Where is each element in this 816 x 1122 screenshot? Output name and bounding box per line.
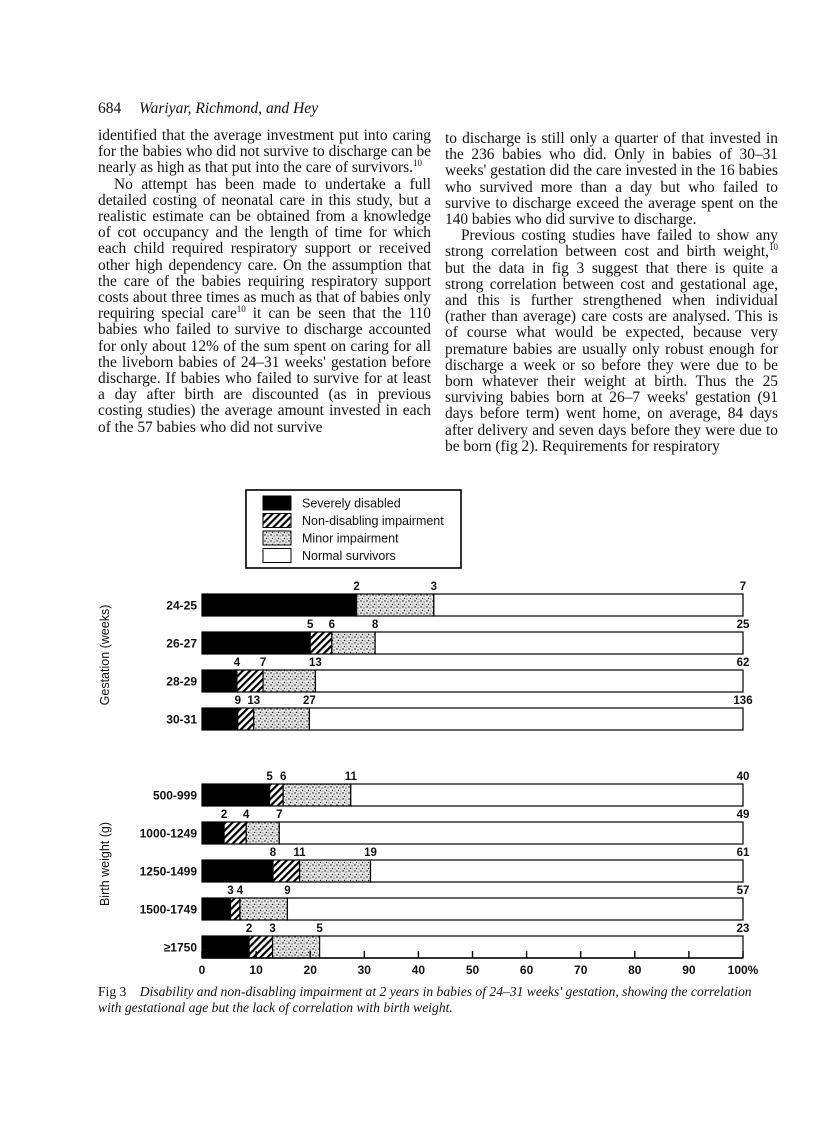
bar-segment-severely-disabled (202, 784, 270, 806)
bar-segment-non-disabling-impairment (237, 670, 263, 692)
x-tick-label: 10 (249, 963, 263, 977)
bar-segment-non-disabling-impairment (273, 860, 300, 882)
data-label: 5 (306, 619, 314, 631)
bar-segment-minor-impairment (240, 898, 287, 920)
caption-text: Disability and non-disabling impairment at 2 years in babies of 24–31 weeks' gestation, showing the correlation with gestational age but the lack of correlation with birth weight. (98, 984, 752, 1015)
left-column (98, 128, 431, 436)
data-label: 61 (736, 847, 750, 859)
data-label: 6 (279, 771, 287, 783)
data-label: 11 (344, 771, 357, 783)
bar-segment-normal-survivors (309, 708, 743, 730)
bar-segment-non-disabling-impairment (230, 898, 239, 920)
bar-segment-minor-impairment (283, 784, 351, 806)
data-label: 25 (736, 619, 750, 631)
bar-segment-minor-impairment (357, 594, 434, 616)
category-label: 28-29 (166, 674, 197, 689)
bar-segment-minor-impairment (263, 670, 315, 692)
bar-segment-non-disabling-impairment (249, 936, 273, 958)
bar-segment-normal-survivors (371, 860, 743, 882)
x-tick-label: 90 (682, 963, 696, 977)
data-label: 3 (269, 923, 276, 935)
y-axis-label: Birth weight (g) (98, 821, 112, 907)
x-tick-label: 20 (303, 963, 317, 977)
data-label: 6 (328, 619, 336, 631)
bar-segment-minor-impairment (254, 708, 310, 730)
x-tick-label: 40 (411, 963, 426, 977)
legend-swatch (263, 496, 291, 510)
bar-segment-minor-impairment (300, 860, 371, 882)
x-tick-label: 60 (519, 963, 534, 977)
data-label: 11 (293, 847, 306, 859)
bar-segment-non-disabling-impairment (224, 822, 246, 844)
bar-segment-severely-disabled (202, 708, 238, 730)
data-label: 2 (245, 923, 253, 935)
data-label: 2 (353, 581, 360, 593)
x-tick-label: 30 (357, 963, 371, 977)
paragraph: No attempt has been made to undertake a full detailed costing of neonatal care in this study, but a realistic estimate can be obtained from a knowledge of cot occupancy and the length of time for which each child required respiratory support or received other high dependency care. On the assumption that the care of the babies requiring respiratory support costs about three times as much as that of babies only requiring special care$^{10}$ it can be seen that the 110 babies who failed to survive to discharge accounted for only about 12% of the sum spent on caring for all the liveborn babies of 24–31 weeks' gestation before discharge. If babies who failed to survive for at least a day after birth are discounted (as in previous costing studies) the average amount invested in each of the 57 babies who did not survive (98, 175, 431, 436)
data-label: 9 (234, 695, 242, 707)
legend-swatch (263, 514, 291, 528)
bar-segment-severely-disabled (202, 670, 237, 692)
data-label: 49 (736, 809, 750, 821)
bar-segment-normal-survivors (351, 784, 743, 806)
data-label: 27 (303, 695, 316, 707)
data-label: 7 (259, 657, 267, 669)
category-label: 1500-1749 (139, 902, 197, 917)
data-label: 62 (736, 657, 750, 669)
category-label: 30-31 (166, 712, 197, 727)
bar-segment-normal-survivors (279, 822, 743, 844)
paragraph: Previous costing studies have failed to show any strong correlation between cost and birth weight,$^{10}$ but the data in fig 3 suggest that there is quite a strong correlation between cost and gestational age, and this is further strengthened when individual (rather than average) care costs are analysed. This is of course what would be expected, because very premature babies are usually only robust enough for discharge a week or so before they were due to be born whatever their weight at birth. Thus the 25 surviving babies born at 26–7 weeks' gestation (91 days before term) went home, on average, 84 days after delivery and seven days before they were due to be born (fig 2). Requirements for respiratory (445, 227, 778, 455)
bar-segment-normal-survivors (287, 898, 743, 920)
chart-bars (98, 581, 753, 958)
data-label: 13 (247, 695, 261, 707)
legend-label: Severely disabled (302, 496, 401, 511)
y-axis-label: Gestation (weeks) (98, 604, 112, 706)
chart-legend (246, 490, 461, 568)
data-label: 8 (371, 619, 379, 631)
data-label: 5 (266, 771, 273, 783)
figure-label: Fig 3 (98, 984, 127, 999)
bar-segment-severely-disabled (202, 632, 310, 654)
data-label: 8 (269, 847, 277, 859)
bar-segment-normal-survivors (315, 670, 743, 692)
category-label: 26-27 (166, 636, 197, 651)
data-label: 57 (736, 885, 750, 897)
category-label: 500-999 (152, 788, 197, 803)
bar-segment-non-disabling-impairment (238, 708, 254, 730)
bar-segment-minor-impairment (246, 822, 279, 844)
right-column (445, 131, 778, 455)
bar-segment-normal-survivors (434, 594, 743, 616)
bar-segment-severely-disabled (202, 936, 249, 958)
data-label: 4 (233, 657, 241, 669)
category-label: ≥1750 (163, 940, 197, 955)
data-label: 7 (739, 581, 747, 593)
paragraph: to discharge is still only a quarter of that invested in the 236 babies who did. Only in babies of 30–31 weeks' gestation did the care invested in the 16 babies who survived more than a day but who failed to survive to discharge exceed the average spent on the 140 babies who did survive to discharge. (445, 130, 778, 229)
data-label: 23 (736, 923, 750, 935)
bar-segment-non-disabling-impairment (270, 784, 284, 806)
bar-segment-non-disabling-impairment (310, 632, 332, 654)
authors: Wariyar, Richmond, and Hey (139, 100, 319, 117)
page-number: 684 (98, 100, 122, 117)
x-tick-label: 100% (727, 963, 759, 977)
legend-swatch (263, 549, 291, 563)
legend-label: Minor impairment (302, 531, 399, 546)
x-tick-label: 50 (465, 963, 480, 977)
x-tick-label: 70 (574, 963, 588, 977)
category-label: 24-25 (166, 598, 197, 613)
data-label: 4 (242, 809, 250, 821)
legend-label: Non-disabling impairment (302, 514, 444, 528)
bar-segment-normal-survivors (375, 632, 743, 654)
data-label: 4 (236, 885, 244, 897)
data-label: 19 (364, 847, 377, 859)
data-label: 136 (733, 695, 753, 707)
data-label: 3 (227, 885, 234, 897)
legend-swatch (263, 531, 291, 545)
category-label: 1250-1499 (139, 864, 197, 879)
paragraph: identified that the average investment put into caring for the babies who did not survive to discharge can be nearly as high as that put into the care of survivors.$^{10}$ (98, 127, 431, 177)
category-label: 1000-1249 (139, 826, 197, 841)
data-label: 7 (276, 809, 283, 821)
bar-segment-normal-survivors (320, 936, 743, 958)
data-label: 3 (430, 581, 438, 593)
x-tick-label: 0 (198, 963, 206, 977)
bar-segment-minor-impairment (273, 936, 320, 958)
figure-caption (98, 984, 778, 1016)
bar-segment-severely-disabled (202, 860, 273, 882)
bar-segment-minor-impairment (332, 632, 375, 654)
data-label: 5 (316, 923, 323, 935)
bar-segment-severely-disabled (202, 898, 230, 920)
x-tick-label: 80 (628, 963, 642, 977)
bar-segment-severely-disabled (202, 822, 224, 844)
legend-label: Normal survivors (302, 549, 396, 563)
running-head (98, 100, 318, 118)
data-label: 2 (220, 809, 228, 821)
data-label: 13 (309, 657, 322, 669)
data-label: 9 (284, 885, 291, 897)
data-label: 40 (736, 771, 750, 783)
figure-3-chart (0, 480, 816, 980)
bar-segment-severely-disabled (202, 594, 357, 616)
